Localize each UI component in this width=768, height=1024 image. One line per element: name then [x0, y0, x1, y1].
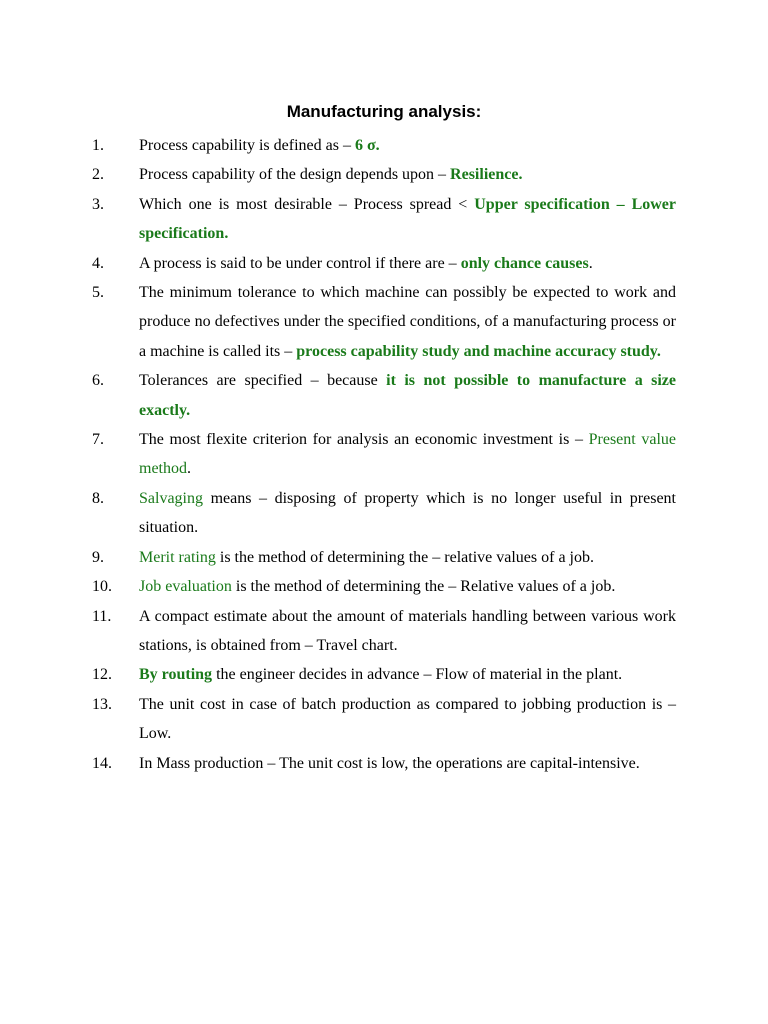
list-item [92, 249, 676, 278]
list-item [92, 690, 676, 749]
item-number: 7. [92, 431, 104, 449]
list-item [92, 572, 676, 601]
item-number: 10. [92, 578, 112, 596]
item-answer-text: process capability study and machine accuracy study. [296, 342, 661, 360]
qa-list [92, 131, 676, 778]
item-text [139, 549, 594, 566]
item-number: 4. [92, 254, 104, 272]
item-answer-text: Merit rating [139, 548, 216, 566]
item-text [139, 578, 615, 595]
item-text [139, 284, 676, 360]
item-plain-text: Process capability of the design depends upon – [139, 166, 451, 184]
item-plain-text: . [588, 254, 593, 272]
item-plain-text: . [187, 460, 191, 478]
item-answer-text: 6 σ. [354, 137, 380, 154]
item-number: 14. [92, 754, 112, 772]
item-answer-text: Upper specification – Lower specification. [139, 195, 677, 243]
item-answer-text: it is not possible to manufacture a size exactly. [139, 372, 677, 419]
item-number: 2. [92, 166, 104, 184]
item-text [139, 166, 522, 183]
item-text [139, 137, 380, 154]
item-number: 6. [92, 372, 104, 390]
page-title: Manufacturing analysis: [286, 102, 482, 121]
item-answer-text: only chance causes [460, 254, 589, 272]
item-text [139, 696, 676, 742]
list-item [92, 366, 676, 425]
item-plain-text: is the method of determining the – Relative values of a job. [231, 578, 616, 596]
item-plain-text: In Mass production – The unit cost is low, the operations are capital-intensive. [139, 754, 640, 772]
item-text [139, 196, 676, 242]
item-plain-text: Tolerances are specified – because [139, 372, 387, 390]
list-item [92, 602, 676, 661]
item-answer-text: Resilience. [450, 166, 523, 184]
item-number: 1. [92, 137, 104, 154]
list-item [92, 190, 676, 249]
list-item [92, 543, 676, 572]
item-number: 12. [92, 666, 112, 684]
item-text [139, 431, 676, 477]
item-text [139, 490, 676, 536]
item-number: 8. [92, 489, 104, 507]
item-number: 9. [92, 548, 104, 566]
item-plain-text: A compact estimate about the amount of materials handling between various work stations, is obtained from – Travel chart. [139, 607, 676, 654]
list-item [92, 484, 676, 543]
item-answer-text: Present value method [139, 431, 677, 478]
list-item [92, 160, 676, 189]
item-answer-text: By routing [139, 666, 213, 684]
item-text [139, 255, 593, 272]
item-plain-text: The minimum tolerance to which machine can possibly be expected to work and produce no defectives under the specified conditions, of a manufacturing process or a machine is called its – [139, 284, 676, 360]
item-plain-text: Process capability is defined as – [139, 137, 355, 154]
list-item [92, 749, 676, 778]
item-answer-text: Salvaging [139, 489, 203, 507]
list-item [92, 131, 676, 160]
item-number: 13. [92, 695, 112, 713]
item-plain-text: The unit cost in case of batch production as compared to jobbing production is – Low. [139, 695, 676, 743]
item-plain-text: means – disposing of property which is no longer useful in present situation. [139, 489, 676, 537]
item-number: 3. [92, 195, 104, 213]
item-plain-text: A process is said to be under control if there are – [139, 254, 461, 272]
item-plain-text: Which one is most desirable – Process spread < [139, 195, 475, 213]
item-number: 11. [92, 607, 112, 625]
item-plain-text: is the method of determining the – relative values of a job. [215, 548, 594, 566]
item-plain-text: The most flexite criterion for analysis an economic investment is – [139, 431, 589, 449]
item-answer-text: Job evaluation [139, 578, 232, 596]
list-item [92, 425, 676, 484]
item-text [139, 608, 676, 654]
item-plain-text: the engineer decides in advance – Flow of material in the plant. [212, 666, 623, 684]
list-item [92, 660, 676, 689]
list-item [92, 278, 676, 366]
item-text [139, 372, 676, 418]
item-number: 5. [92, 284, 104, 302]
item-text [139, 755, 640, 772]
item-text [139, 666, 622, 683]
